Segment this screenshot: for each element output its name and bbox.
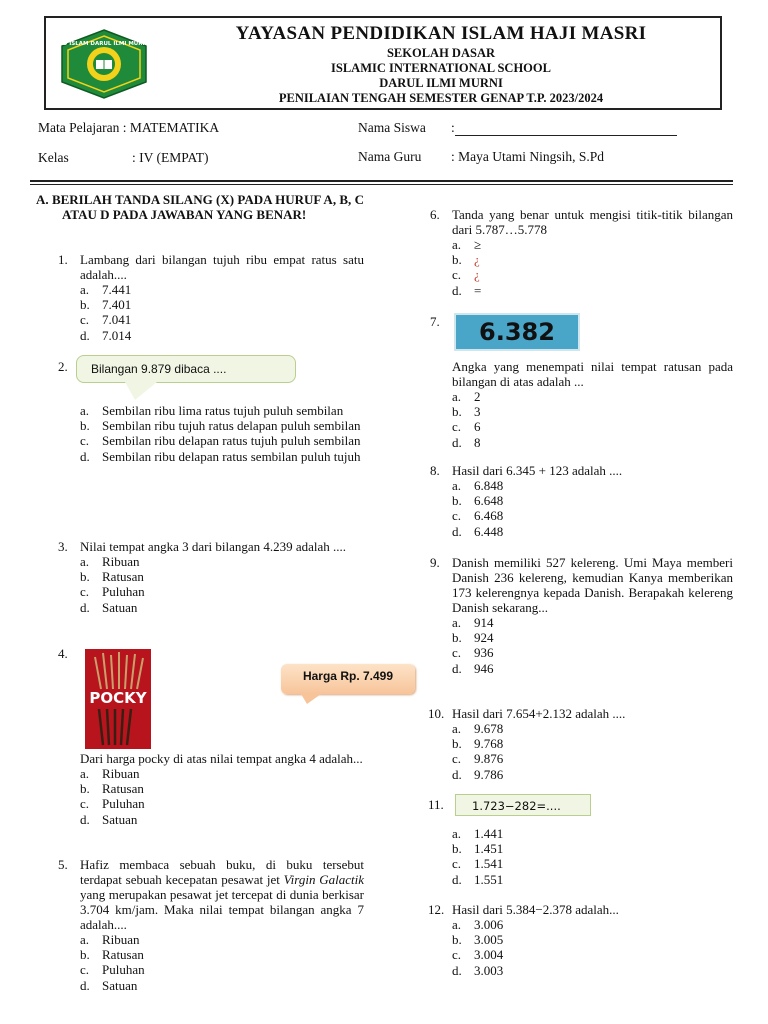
option-a[interactable]: a. 914	[452, 615, 494, 630]
option-c[interactable]: c. 3.004	[452, 947, 504, 963]
school-program: ISLAMIC INTERNATIONAL SCHOOL	[331, 61, 551, 75]
question-7: Angka yang menempati nilai tempat ratusan pada bilangan di atas adalah ... a. 2 b. 3 c. 6 d. 8	[452, 359, 733, 450]
school-level: SEKOLAH DASAR	[386, 46, 495, 60]
question-12: 12. Hasil dari 5.384−2.378 adalah... a. 3.006 b. 3.005 c. 3.004 d. 3.003	[430, 902, 733, 978]
option-d[interactable]: d. =	[452, 282, 482, 298]
option-d[interactable]: d. 8	[452, 434, 481, 450]
option-c[interactable]: c. 6	[452, 419, 481, 435]
svg-text:SD ISLAM DARUL ILMI MURNI: SD ISLAM DARUL ILMI MURNI	[58, 41, 150, 47]
question-2	[58, 403, 364, 464]
option-a[interactable]: a. 2	[452, 389, 481, 404]
question-5: 5. Hafiz membaca sebuah buku, di buku tersebut terdapat sebuah kecepatan pesawat jet Virgin Galactik yang merupakan pesawat jet tercepat di dunia berkisar 3.704 km/jam. Maka nilai tempat bilangan angka 7 adalah.... a. Ribuan b. Ratusan c. Puluhan d. Satuan	[58, 857, 364, 993]
option-d[interactable]: d. 1.551	[452, 871, 504, 887]
option-d[interactable]: d. Satuan	[80, 599, 138, 615]
option-c[interactable]: c. 9.876	[452, 751, 504, 767]
subject-value: MATEMATIKA	[129, 120, 220, 135]
option-b[interactable]: b. 924	[452, 630, 494, 646]
question-4-number: 4.	[58, 646, 68, 661]
option-c[interactable]: c. Puluhan	[80, 584, 145, 600]
option-d[interactable]: d. Satuan	[80, 811, 138, 827]
option-c[interactable]: c. ¿	[452, 267, 480, 283]
options-list	[80, 282, 364, 343]
option-b[interactable]: b. 3	[452, 404, 481, 420]
question-11-number: 11.	[428, 797, 444, 812]
question-1: 1. Lambang dari bilangan tujuh ribu empat ratus satu adalah.... a. 7.441 b. 7.401 c. 7.041 d. 7.014	[58, 252, 364, 343]
question-11	[430, 826, 733, 887]
student-name-field[interactable]: :	[451, 120, 677, 136]
number-box: 6.382	[454, 313, 580, 351]
option-b[interactable]: b. 7.401	[80, 297, 132, 313]
option-c[interactable]: c. Puluhan	[80, 962, 145, 978]
option-b[interactable]: b. Ratusan	[80, 947, 144, 963]
option-b[interactable]: b. 3.005	[452, 932, 504, 948]
question-2-callout: Bilangan 9.879 dibaca ....	[76, 355, 296, 383]
teacher-name-label: Nama Guru	[358, 149, 422, 164]
question-6: 6. Tanda yang benar untuk mengisi titik-titik bilangan dari 5.787…5.778 a. ≥ b. ¿ c. ¿ d. =	[430, 207, 733, 298]
equation-box: 1.723−282=....	[455, 794, 591, 816]
option-d[interactable]: d. 7.014	[80, 327, 132, 343]
option-c[interactable]: c. 1.541	[452, 856, 504, 872]
option-a[interactable]: a. Ribuan	[80, 554, 140, 569]
option-b[interactable]: b. Ratusan	[80, 781, 144, 797]
school-header	[44, 16, 722, 110]
teacher-name-value: : Maya Utami Ningsih, S.Pd	[451, 149, 605, 164]
school-name: DARUL ILMI MURNI	[379, 76, 503, 90]
question-3: 3. Nilai tempat angka 3 dari bilangan 4.239 adalah .... a. Ribuan b. Ratusan c. Puluhan d. Satuan	[58, 539, 364, 615]
option-d[interactable]: d. 9.786	[452, 766, 504, 782]
option-a[interactable]: a. Ribuan	[80, 766, 140, 781]
exam-title: PENILAIAN TENGAH SEMESTER GENAP T.P. 2023/2024	[278, 91, 604, 105]
student-name-label: Nama Siswa	[358, 120, 426, 135]
section-a-instruction: A. BERILAH TANDA SILANG (X) PADA HURUF A, B, C ATAU D PADA JAWABAN YANG BENAR!	[36, 192, 364, 222]
option-a[interactable]: a. ≥	[452, 237, 482, 252]
option-a[interactable]: a. 3.006	[452, 917, 504, 932]
option-b[interactable]: b. ¿	[452, 252, 480, 268]
option-d[interactable]: d. 946	[452, 660, 494, 676]
subject-label: Mata Pelajaran : MATEMATIKA	[38, 120, 220, 135]
class-value: : IV (EMPAT)	[132, 150, 209, 165]
foundation-title: YAYASAN PENDIDIKAN ISLAM HAJI MASRI	[235, 23, 647, 44]
option-d[interactable]: d. 6.448	[452, 523, 504, 539]
option-a[interactable]: a. 6.848	[452, 478, 504, 493]
option-a[interactable]: a. 1.441	[452, 826, 504, 841]
svg-text:POCKY: POCKY	[89, 689, 147, 707]
option-a[interactable]: a. Ribuan	[80, 932, 140, 947]
option-d[interactable]: d. Satuan	[80, 977, 138, 993]
option-b[interactable]: b. 6.648	[452, 493, 504, 509]
question-8: 8. Hasil dari 6.345 + 123 adalah .... a. 6.848 b. 6.648 c. 6.468 d. 6.448	[430, 463, 733, 539]
option-d[interactable]: d. Sembilan ribu delapan ratus sembilan puluh tujuh	[80, 448, 361, 464]
class-label: Kelas	[38, 150, 69, 165]
divider	[30, 180, 733, 182]
question-9: 9. Danish memiliki 527 kelereng. Umi Maya memberi Danish 236 kelereng, kemudian Kanya memberikan 173 kelerengnya kepada Danish. Berapakah kelereng Danish sekarang... a. 914 b. 924 c. 936 d. 946	[430, 555, 733, 676]
option-c[interactable]: c. Puluhan	[80, 796, 145, 812]
question-10: 10. Hasil dari 7.654+2.132 adalah .... a. 9.678 b. 9.768 c. 9.876 d. 9.786	[430, 706, 733, 782]
option-a[interactable]: a. 7.441	[80, 282, 132, 297]
option-b[interactable]: b. Sembilan ribu tujuh ratus delapan puluh sembilan	[80, 418, 361, 434]
option-a[interactable]: a. Sembilan ribu lima ratus tujuh puluh sembilan	[80, 403, 344, 418]
school-logo-icon	[56, 28, 152, 100]
option-c[interactable]: c. Sembilan ribu delapan ratus tujuh puluh sembilan	[80, 433, 361, 449]
option-c[interactable]: c. 6.468	[452, 508, 504, 524]
question-7-number: 7.	[430, 314, 440, 329]
option-c[interactable]: c. 936	[452, 645, 494, 661]
option-b[interactable]: b. 9.768	[452, 736, 504, 752]
option-b[interactable]: b. 1.451	[452, 841, 504, 857]
option-b[interactable]: b. Ratusan	[80, 569, 144, 585]
question-2-number: 2.	[58, 359, 68, 374]
option-c[interactable]: c. 7.041	[80, 312, 132, 328]
option-d[interactable]: d. 3.003	[452, 962, 504, 978]
option-a[interactable]: a. 9.678	[452, 721, 504, 736]
divider	[30, 184, 733, 185]
pocky-box-icon	[85, 649, 151, 749]
question-4: Dari harga pocky di atas nilai tempat angka 4 adalah... a. Ribuan b. Ratusan c. Puluhan d. Satuan	[80, 751, 363, 827]
price-tag: Harga Rp. 7.499	[281, 664, 415, 694]
